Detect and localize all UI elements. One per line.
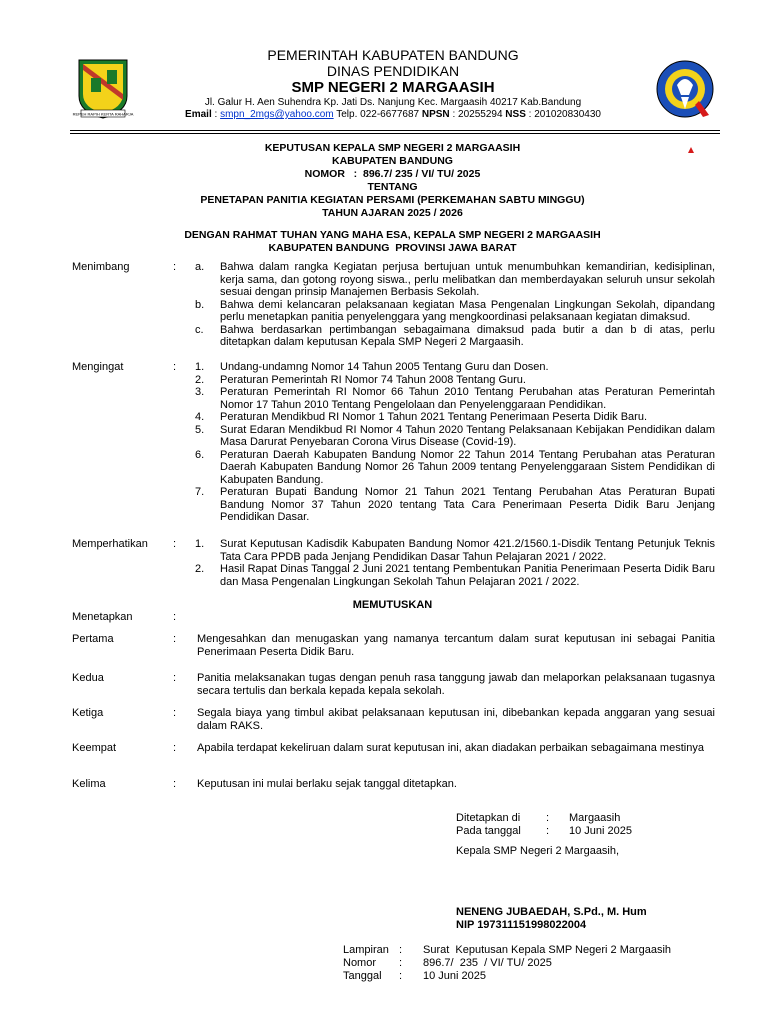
- title-line2: KABUPATEN BANDUNG: [332, 155, 453, 167]
- contact-line: Email : smpn_2mgs@yahoo.com Telp. 022-6677687 NPSN : 20255294 NSS : 201020830430: [185, 109, 601, 120]
- lampiran-row: [343, 944, 671, 957]
- header-line1: PEMERINTAH KABUPATEN BANDUNG: [267, 47, 519, 63]
- diktum-label: Kelima: [72, 778, 106, 790]
- subject-line2: TAHUN AJARAN 2025 / 2026: [322, 207, 463, 219]
- diktum-colon: :: [173, 672, 177, 684]
- item-text: Hasil Rapat Dinas Tanggal 2 Juni 2021 tentang Pembentukan Panitia Penerimaan Peserta Didik Baru dan Masa Pengenalan Lingkungan Sekolah Tahun Pelajaran 2021 / 2022.: [220, 563, 715, 588]
- item-marker: a.: [195, 261, 205, 273]
- subject-line1: PENETAPAN PANITIA KEGIATAN PERSAMI (PERKEMAHAN SABTU MINGGU): [200, 194, 585, 206]
- menetapkan-label: Menetapkan: [72, 611, 133, 623]
- school-name: SMP NEGERI 2 MARGAASIH: [291, 79, 495, 96]
- tentang: TENTANG: [367, 181, 418, 193]
- list-item: [195, 449, 715, 487]
- decree-title: [70, 142, 715, 220]
- ditetapkan-colon: :: [546, 812, 550, 824]
- email-label: Email: [185, 109, 212, 120]
- item-text: Peraturan Mendikbud RI Nomor 1 Tahun 2021 Tentang Penerimaan Peserta Didik Baru.: [220, 411, 648, 423]
- lampiran-label: Lampiran: [343, 944, 389, 956]
- email-link[interactable]: smpn_2mgs@yahoo.com: [220, 109, 334, 120]
- lampiran-tanggal-label: Tanggal: [343, 970, 382, 982]
- signatory-nip: NIP 197311151998022004: [456, 919, 587, 931]
- tanggal-value: 10 Juni 2025: [569, 825, 632, 837]
- list-item: [195, 361, 715, 374]
- diktum-text: Panitia melaksanakan tugas dengan penuh rasa tanggung jawab dan melaporkan pelaksanaan tugasnya secara tertulis dan berkala kepada kepala sekolah.: [197, 672, 715, 697]
- lampiran-tanggal-colon: :: [399, 970, 403, 982]
- nss-label: NSS: [505, 109, 526, 120]
- preamble-line1: DENGAN RAHMAT TUHAN YANG MAHA ESA, KEPALA SMP NEGERI 2 MARGAASIH: [184, 229, 601, 241]
- kabupaten-bandung-logo: [72, 58, 134, 120]
- diktum-label: Ketiga: [72, 707, 104, 719]
- diktum-colon: :: [173, 742, 177, 754]
- preamble-line2: KABUPATEN BANDUNG PROVINSI JAWA BARAT: [268, 242, 517, 254]
- list-item: [195, 411, 715, 424]
- item-marker: 4.: [195, 411, 205, 423]
- lampiran-nomor-value: 896.7/ 235 / VI/ TU/ 2025: [423, 957, 552, 969]
- lampiran-tanggal-row: [343, 970, 486, 983]
- item-text: Peraturan Pemerintah RI Nomor 74 Tahun 2008 Tentang Guru.: [220, 373, 526, 386]
- memperhatikan-colon: :: [173, 538, 177, 550]
- tut-wuri-handayani-logo: [655, 59, 715, 129]
- signature-date: [456, 825, 632, 838]
- lampiran-nomor-label: Nomor: [343, 957, 377, 969]
- diktum-text: Keputusan ini mulai berlaku sejak tanggal ditetapkan.: [197, 778, 457, 790]
- signature-place: [456, 812, 620, 825]
- diktum-text: Segala biaya yang timbul akibat pelaksanaan keputusan ini, dibebankan kepada anggaran yang sesuai dalam RAKS.: [197, 707, 715, 732]
- list-item: [195, 261, 715, 299]
- npsn-label: NPSN: [421, 109, 450, 120]
- diktum-colon: :: [173, 633, 177, 645]
- signature-position: Kepala SMP Negeri 2 Margaasih,: [456, 845, 620, 857]
- item-marker: 7.: [195, 486, 205, 498]
- letterhead: [150, 47, 636, 121]
- list-item: [195, 486, 715, 524]
- item-marker: 5.: [195, 423, 205, 436]
- item-marker: c.: [195, 323, 204, 336]
- decree-number: NOMOR : 896.7/ 235 / VI/ TU/ 2025: [304, 168, 481, 180]
- diktum-label: Pertama: [72, 633, 114, 645]
- item-marker: 2.: [195, 563, 205, 575]
- item-marker: 6.: [195, 448, 205, 461]
- list-item: [195, 299, 715, 324]
- lampiran-nomor-row: [343, 957, 552, 970]
- menetapkan-colon: :: [173, 611, 177, 623]
- list-item: [195, 386, 715, 411]
- item-marker: 1.: [195, 538, 205, 550]
- memperhatikan-label: Memperhatikan: [72, 538, 148, 550]
- item-text: Bahwa demi kelancaran pelaksanaan kegiatan Masa Pengenalan Lingkungan Sekolah, dipandang perlu menetapkan panitia penyelenggara yang mengkoordinasi pelaksanaan kegiatan dimaksud.: [220, 298, 715, 323]
- diktum-label: Keempat: [72, 742, 117, 754]
- ditetapkan-label: Ditetapkan di: [456, 812, 521, 824]
- diktum-text: Mengesahkan dan menugaskan yang namanya tercantum dalam surat keputusan ini sebagai Panitia Penerimaan Peserta Didik Baru.: [197, 633, 715, 658]
- list-item: [195, 538, 715, 563]
- item-text: Surat Keputusan Kadisdik Kabupaten Bandung Nomor 421.2/1560.1-Disdik Tentang Petunjuk Teknis Tata Cara PPDB pada Jenjang Pendidikan Dasar Tahun Pelajaran 2021 / 2022.: [220, 538, 715, 563]
- npsn: 20255294: [458, 109, 503, 120]
- item-text: Surat Edaran Mendikbud RI Nomor 4 Tahun 2020 Tentang Pelaksanaan Kebijakan Pendidikan dalam Masa Darurat Penyebaran Corona Virus Disease (Covid-19).: [220, 423, 715, 448]
- item-text: Peraturan Bupati Bandung Nomor 21 Tahun 2021 Tentang Perubahan Atas Peraturan Bupati Bandung Nomor 37 Tahun 2020 tentang Tata Cara Penerimaan Peserta Didik Baru Jenjang Pendidikan Dasar.: [220, 486, 715, 523]
- lampiran-tanggal-value: 10 Juni 2025: [423, 970, 486, 982]
- menimbang-colon: :: [173, 261, 177, 273]
- tanggal-colon: :: [546, 825, 550, 837]
- diktum-colon: :: [173, 707, 177, 719]
- lampiran-nomor-colon: :: [399, 957, 403, 969]
- item-text: Peraturan Daerah Kabupaten Bandung Nomor 22 Tahun 2014 Tentang Perubahan atas Peraturan Daerah Kabupaten Bandung Nomor 26 Tahun 2009 tentang Penyelenggaraan Sistem Pendidikan di Kabupaten Bandung.: [220, 448, 715, 486]
- diktum-colon: :: [173, 778, 177, 790]
- title-line1: KEPUTUSAN KEPALA SMP NEGERI 2 MARGAASIH: [264, 142, 521, 154]
- item-marker: b.: [195, 298, 205, 311]
- mengingat-label: Mengingat: [72, 361, 124, 373]
- item-text: Bahwa berdasarkan pertimbangan sebagaimana dimaksud pada butir a dan b di atas, perlu ditetapkan dalam keputusan Kepala SMP Negeri 2 Margaasih.: [220, 323, 715, 348]
- telp: Telp. 022-6677687: [336, 109, 420, 120]
- header-rule: [70, 130, 720, 131]
- lampiran-value: Surat Keputusan Kepala SMP Negeri 2 Margaasih: [423, 944, 672, 956]
- logo-motto: REPEH RAPIH KERTA RAHARJA: [72, 111, 134, 117]
- item-marker: 1.: [195, 361, 205, 373]
- item-text: Peraturan Pemerintah RI Nomor 66 Tahun 2010 Tentang Perubahan atas Peraturan Pemerintah Nomor 17 Tahun 2010 Tentang Pengelolaan dan Penyelenggaraan Pendidikan.: [220, 386, 715, 411]
- tanggal-label: Pada tanggal: [456, 825, 521, 837]
- ditetapkan-value: Margaasih: [569, 812, 621, 824]
- school-address: Jl. Galur H. Aen Suhendra Kp. Jati Ds. Nanjung Kec. Margaasih 40217 Kab.Bandung: [204, 97, 582, 108]
- item-text: Undang-undamng Nomor 14 Tahun 2005 Tentang Guru dan Dosen.: [220, 361, 549, 373]
- list-item: [195, 374, 715, 387]
- diktum-text: Apabila terdapat kekeliruan dalam surat keputusan ini, akan diadakan perbaikan sebagaimana mestinya: [197, 742, 704, 754]
- signatory: [456, 906, 647, 932]
- item-text: Bahwa dalam rangka Kegiatan perjusa bertujuan untuk menumbuhkan kemandirian, kedisiplinan, kerja sama, dan gotong royong siswa., perlu melibatkan dan memberdayakan seluruh unsur sekolah sesuai dengan prinsip Manajemen Berbasis Sekolah.: [220, 261, 715, 298]
- list-item: [195, 324, 715, 349]
- nss: 201020830430: [534, 109, 601, 120]
- mengingat-colon: :: [173, 361, 177, 373]
- item-marker: 2.: [195, 373, 205, 386]
- header-rule-thin: [70, 133, 720, 134]
- lampiran-colon: :: [399, 944, 403, 956]
- memutuskan-heading: MEMUTUSKAN: [352, 599, 433, 611]
- list-item: [195, 424, 715, 449]
- header-line2: DINAS PENDIDIKAN: [326, 63, 460, 79]
- menimbang-label: Menimbang: [72, 261, 130, 273]
- signatory-name: NENENG JUBAEDAH, S.Pd., M. Hum: [456, 906, 647, 918]
- preamble: [70, 229, 715, 255]
- diktum-label: Kedua: [72, 672, 104, 684]
- item-marker: 3.: [195, 386, 205, 398]
- list-item: [195, 563, 715, 588]
